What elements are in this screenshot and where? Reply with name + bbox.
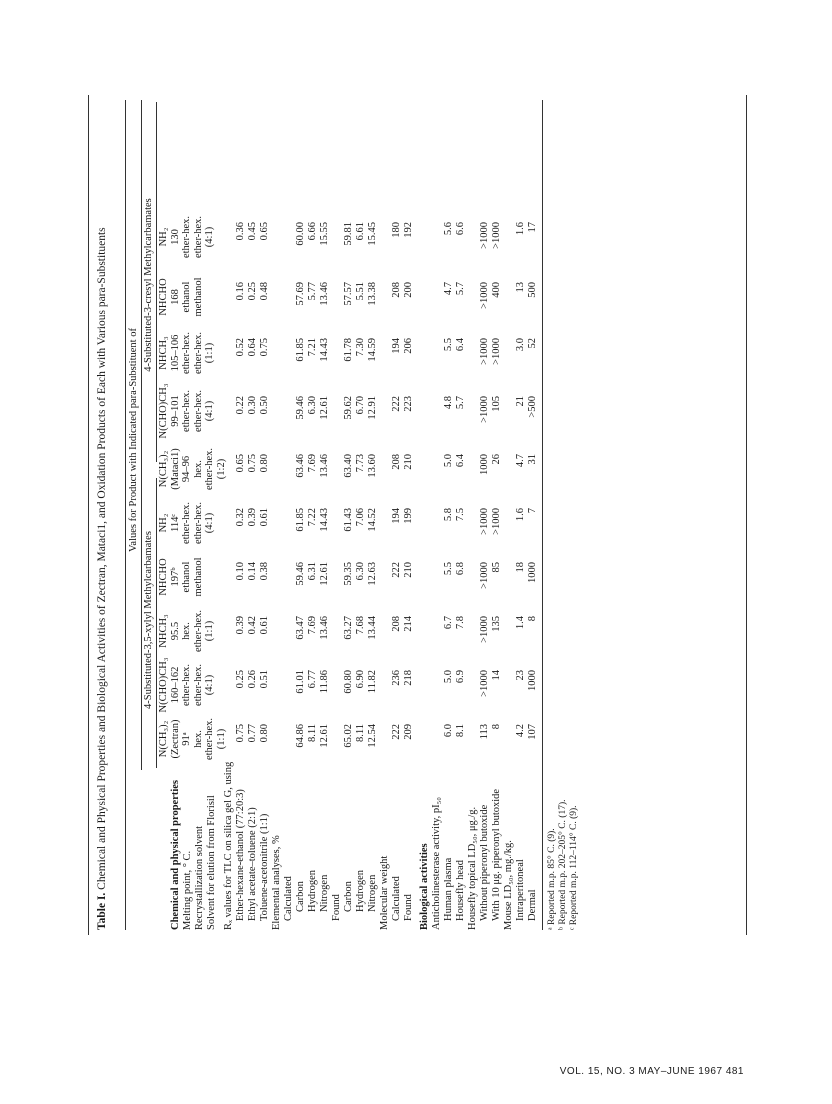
column-header-line: (1:1)	[204, 342, 215, 364]
table-cell: 0.38	[259, 562, 270, 581]
rule-group-left	[156, 478, 157, 768]
table-cell: 218	[403, 670, 414, 686]
table-cell: 0.77	[247, 724, 258, 743]
column-header-line: methanol	[192, 277, 204, 317]
table-cell: 0.75	[235, 724, 246, 743]
table-cell: 4.8	[443, 396, 454, 410]
table-cell: 60.80	[343, 670, 354, 694]
table-cell: 15.45	[367, 222, 378, 246]
table-cell: 3.0	[515, 338, 526, 352]
table-cell: 180	[391, 222, 402, 238]
column-header-line: (1:1)	[215, 728, 227, 750]
table-cell: >1000	[491, 338, 502, 365]
table-cell: 14.43	[319, 338, 330, 362]
table-cell: 0.16	[235, 282, 246, 301]
rule-bottom	[542, 100, 543, 930]
table-cell: 6.6	[455, 222, 466, 236]
column-header-line: (4:1)	[204, 512, 215, 534]
rule-top	[125, 100, 126, 930]
column-header-line: (4:1)	[204, 674, 215, 696]
table-cell: 5.0	[443, 670, 454, 684]
row-label: Housefly head	[455, 860, 466, 921]
table-cell: 4.7	[515, 454, 526, 468]
table-cell: 7	[527, 508, 538, 514]
column-header-line: hex.	[181, 622, 192, 640]
row-label: Carbon	[343, 881, 354, 912]
table-cell: 59.46	[295, 562, 306, 586]
table-cell: 0.64	[247, 338, 258, 357]
row-label: Elemental analyses, %	[271, 835, 282, 930]
table-cell: 0.42	[247, 616, 258, 635]
table-cell: 222	[391, 724, 402, 740]
table-cell: >1000	[491, 222, 502, 249]
table-cell: 11.86	[319, 670, 330, 694]
table-cell: >1000	[479, 670, 490, 697]
column-header-line: ether-hex.	[192, 215, 204, 259]
table-cell: 0.75	[259, 338, 270, 357]
column-header-line: ether-hex.	[181, 215, 192, 259]
column-header-line: 91ᵃ	[181, 732, 192, 746]
table-cell: >1000	[491, 508, 502, 535]
table-cell: 5.0	[443, 454, 454, 468]
table-cell: 0.51	[259, 670, 270, 689]
table-cell: 14.43	[319, 508, 330, 532]
table-cell: 7.30	[355, 338, 366, 357]
table-cell: 12.63	[367, 562, 378, 586]
table-cell: 1.6	[515, 508, 526, 522]
table-cell: 0.39	[247, 508, 258, 527]
table-cell: 0.25	[247, 282, 258, 301]
column-header-line: methanol	[192, 557, 204, 597]
column-header-line: ether-hex.	[192, 663, 204, 707]
column-header-line: ether-hex.	[192, 389, 204, 433]
row-label: With 10 μg. piperonyl butoxide	[491, 788, 502, 921]
row-label: Hydrogen	[307, 870, 318, 912]
table-cell: 13.46	[319, 454, 330, 478]
group-header-cresyl: 4-Substituted-3-cresyl Methylcarbamates	[143, 198, 154, 372]
table-cell: 0.32	[235, 508, 246, 527]
table-cell: 6.9	[455, 670, 466, 684]
table-cell: 18	[515, 562, 526, 573]
row-label: Melting point, ° C.	[182, 850, 193, 930]
rotated-table	[95, 100, 685, 930]
table-cell: 7.8	[455, 616, 466, 630]
row-label: Mouse LD₅₀, mg./kg.	[503, 840, 514, 930]
table-cell: 12.91	[367, 396, 378, 420]
column-header-line: 114ᶜ	[169, 513, 181, 533]
table-cell: 0.52	[235, 338, 246, 357]
table-cell: 4.2	[515, 724, 526, 738]
row-label: Ethyl acetate–toluene (2:1)	[247, 807, 258, 921]
table-cell: 13.38	[367, 282, 378, 306]
column-header-line: ether-hex.	[192, 331, 204, 375]
column-header-line: 99–101	[169, 395, 181, 427]
table-cell: 5.8	[443, 508, 454, 522]
table-cell: 31	[527, 454, 538, 465]
column-header-line: 197ᵇ	[169, 567, 181, 587]
table-cell: 59.62	[343, 396, 354, 420]
footnote: ᵃ Reported m.p. 85° C. (9).	[547, 828, 557, 930]
table-cell: 6.61	[355, 222, 366, 241]
table-cell: 60.00	[295, 222, 306, 246]
footnote: ᶜ Reported m.p. 112–114° C. (9).	[569, 805, 579, 930]
table-cell: 0.25	[235, 670, 246, 689]
column-header-line: ether-hex.	[204, 717, 215, 761]
table-cell: 63.27	[343, 616, 354, 640]
table-cell: 5.6	[443, 222, 454, 236]
row-label: Human plasma	[443, 857, 454, 921]
table-cell: 200	[403, 282, 414, 298]
column-header-line: NH₂	[158, 513, 169, 533]
table-cell: 64.86	[295, 724, 306, 748]
table-cell: 135	[491, 616, 502, 632]
table-cell: 5.77	[307, 282, 318, 301]
table-cell: 7.73	[355, 454, 366, 473]
table-cell: 8.1	[455, 724, 466, 738]
table-title-label: Table I.	[96, 892, 108, 930]
table-cell: 6.4	[455, 338, 466, 352]
table-cell: >1000	[479, 616, 490, 643]
table-cell: 59.35	[343, 562, 354, 586]
table-cell: 12.61	[319, 562, 330, 586]
column-header-line: 94–96	[181, 455, 192, 483]
table-cell: 61.43	[343, 508, 354, 532]
table-title	[95, 100, 109, 930]
table-cell: 7.06	[355, 508, 366, 527]
table-cell: 12.61	[319, 396, 330, 420]
table-cell: 0.39	[235, 616, 246, 635]
table-cell: 209	[403, 724, 414, 740]
column-header-line: NH₂	[158, 227, 169, 247]
column-header-line: N(CHO)CH₃	[158, 383, 169, 439]
table-cell: 0.61	[259, 508, 270, 527]
table-cell: 199	[403, 508, 414, 524]
footnote: ᵇ Reported m.p. 202–205° C. (17).	[558, 799, 568, 930]
table-cell: 210	[403, 454, 414, 470]
table-cell: 57.57	[343, 282, 354, 306]
table-cell: 13.46	[319, 282, 330, 306]
table-cell: 0.65	[235, 454, 246, 473]
column-header-line: NHCH₃	[158, 336, 169, 370]
table-cell: 214	[403, 616, 414, 632]
table-cell: 6.4	[455, 454, 466, 468]
table-cell: 5.51	[355, 282, 366, 301]
column-header-line: N(CH₃)₂	[158, 720, 169, 758]
table-cell: 5.7	[455, 282, 466, 296]
table-cell: 63.47	[295, 616, 306, 640]
column-header-line: ether-hex.	[181, 501, 192, 545]
column-header-line: 105–106	[169, 334, 181, 372]
table-cell: 6.30	[307, 396, 318, 415]
table-cell: 0.75	[247, 454, 258, 473]
table-cell: 192	[403, 222, 414, 238]
table-cell: 208	[391, 454, 402, 470]
table-cell: 63.46	[295, 454, 306, 478]
table-cell: 208	[391, 282, 402, 298]
table-cell: 7.69	[307, 454, 318, 473]
row-label: Ether-hexane-ethanol (77:20:3)	[235, 789, 246, 921]
table-cell: 208	[391, 616, 402, 632]
table-cell: 107	[527, 724, 538, 740]
row-label: Anticholinesterase activity, pI₅₀	[431, 797, 442, 930]
page-rule-left	[88, 95, 89, 935]
table-cell: 6.77	[307, 670, 318, 689]
row-label: Biological activities	[419, 843, 430, 930]
table-cell: 13.60	[367, 454, 378, 478]
table-cell: 15.55	[319, 222, 330, 246]
table-cell: 4.7	[443, 282, 454, 296]
table-cell: 23	[515, 670, 526, 681]
table-cell: 12.61	[319, 724, 330, 748]
row-label: Solvent for elution from Florisil	[206, 795, 217, 930]
column-header-line: N(CHO)CH₃	[158, 657, 169, 713]
table-cell: 13	[515, 282, 526, 293]
column-header-line: (1:2)	[215, 458, 227, 480]
page-rule-right	[746, 95, 747, 935]
column-header-line: 130	[169, 229, 181, 245]
row-label: Toluene-acetonitrile (1:1)	[259, 813, 270, 921]
table-cell: 52	[527, 338, 538, 349]
table-cell: 222	[391, 396, 402, 412]
table-cell: 5.5	[443, 562, 454, 576]
column-header-line: NHCHO	[158, 278, 169, 316]
table-cell: 105	[491, 396, 502, 412]
row-label: Calculated	[391, 876, 402, 921]
column-header-line: 160–162	[169, 666, 181, 704]
column-header-line: ether-hex.	[204, 447, 215, 491]
column-header-line: 95.5	[169, 621, 181, 641]
table-cell: 6.7	[443, 616, 454, 630]
table-cell: 1.6	[515, 222, 526, 236]
table-cell: 7.22	[307, 508, 318, 527]
table-cell: 85	[491, 562, 502, 573]
table-cell: 6.0	[443, 724, 454, 738]
table-cell: 13.44	[367, 616, 378, 640]
column-header-line: hex.	[192, 460, 204, 478]
row-label: Molecular weight	[379, 855, 390, 930]
table-cell: 500	[527, 282, 538, 298]
spanner-header: Values for Product with Indicated para-Substituent of	[128, 328, 139, 552]
table-cell: 7.69	[307, 616, 318, 635]
table-cell: 61.01	[295, 670, 306, 694]
table-cell: 0.65	[259, 222, 270, 241]
column-header-line: ether-hex.	[192, 501, 204, 545]
table-cell: 0.30	[247, 396, 258, 415]
table-cell: 0.45	[247, 222, 258, 241]
table-cell: 14.59	[367, 338, 378, 362]
table-cell: 0.26	[247, 670, 258, 689]
row-label: Nitrogen	[367, 874, 378, 912]
table-cell: 223	[403, 396, 414, 412]
column-header-line: (Mataci1)	[169, 448, 181, 490]
column-header-line: hex.	[192, 730, 204, 748]
table-cell: 1000	[527, 562, 538, 583]
column-header-line: 168	[169, 289, 181, 305]
table-cell: 0.80	[259, 454, 270, 473]
table-cell: 61.85	[295, 508, 306, 532]
table-cell: 63.40	[343, 454, 354, 478]
table-cell: 6.31	[307, 562, 318, 581]
column-header-line: (Zectran)	[169, 719, 181, 759]
table-cell: >1000	[479, 396, 490, 423]
table-cell: 12.54	[367, 724, 378, 748]
table-cell: >1000	[479, 282, 490, 309]
column-header-line: N(CH₃)₂	[158, 450, 169, 488]
column-header-line: ether-hex.	[181, 389, 192, 433]
column-header-line: ethanol	[181, 561, 192, 593]
table-cell: 57.69	[295, 282, 306, 306]
table-cell: 113	[479, 724, 490, 740]
table-cell: 6.66	[307, 222, 318, 241]
column-header-line: ether-hex.	[192, 609, 204, 653]
row-label: Found	[403, 894, 414, 921]
row-label: Nitrogen	[319, 874, 330, 912]
table-cell: 7.68	[355, 616, 366, 635]
group-header-xylyl: 4-Substituted-3,5-xylyl Methylcarbamates	[143, 531, 154, 709]
row-label: Intraperitoneal	[515, 859, 526, 921]
table-cell: 0.36	[235, 222, 246, 241]
table-cell: 14.52	[367, 508, 378, 532]
table-cell: 194	[391, 338, 402, 354]
row-label: Without piperonyl butoxide	[479, 804, 490, 921]
table-cell: 400	[491, 282, 502, 298]
table-cell: 6.70	[355, 396, 366, 415]
table-cell: 61.78	[343, 338, 354, 362]
stub-header: Chemical and physical properties	[170, 779, 181, 930]
table-cell: 210	[403, 562, 414, 578]
table-cell: 59.81	[343, 222, 354, 246]
table-cell: 14	[491, 670, 502, 681]
table-cell: 1000	[479, 454, 490, 475]
table-cell: 21	[515, 396, 526, 407]
table-cell: 8.11	[307, 724, 318, 742]
table-cell: 1.4	[515, 616, 526, 630]
table-cell: 5.7	[455, 396, 466, 410]
table-cell: 8.11	[355, 724, 366, 742]
table-cell: 13.46	[319, 616, 330, 640]
table-cell: 0.61	[259, 616, 270, 635]
table-cell: >1000	[479, 562, 490, 589]
table-cell: 26	[491, 454, 502, 465]
table-cell: 6.30	[355, 562, 366, 581]
column-header-line: (4:1)	[204, 226, 215, 248]
table-cell: 7.21	[307, 338, 318, 357]
table-cell: 222	[391, 562, 402, 578]
table-cell: 236	[391, 670, 402, 686]
rule-group-right	[156, 102, 157, 462]
table-cell: 0.14	[247, 562, 258, 581]
column-header-line: ether-hex.	[181, 663, 192, 707]
table-cell: 194	[391, 508, 402, 524]
table-cell: 65.02	[343, 724, 354, 748]
row-label: Carbon	[295, 881, 306, 912]
column-header-line: ethanol	[181, 281, 192, 313]
table-cell: 0.10	[235, 562, 246, 581]
table-cell: 8	[491, 724, 502, 730]
column-header-line: (1:1)	[204, 620, 215, 642]
table-cell: 5.5	[443, 338, 454, 352]
table-cell: 206	[403, 338, 414, 354]
table-cell: 0.50	[259, 396, 270, 415]
row-label: Housefly topical LD₅₀, μg./g.	[467, 806, 478, 930]
table-cell: 6.8	[455, 562, 466, 576]
table-cell: 0.48	[259, 282, 270, 301]
column-header-line: NHCH₃	[158, 614, 169, 648]
row-label: Calculated	[283, 876, 294, 921]
row-label: Found	[331, 894, 342, 921]
row-label: Recrystallization solvent	[194, 825, 205, 930]
page-footer: VOL. 15, NO. 3 MAY–JUNE 1967 481	[559, 1066, 744, 1077]
column-header-line: NHCHO	[158, 558, 169, 596]
table-cell: >500	[527, 396, 538, 418]
table-cell: >1000	[479, 222, 490, 249]
row-label: Rₓ values for TLC on silica gel G, using	[223, 761, 234, 930]
table-cell: 61.85	[295, 338, 306, 362]
row-label: Hydrogen	[355, 870, 366, 912]
column-header-line: (4:1)	[204, 400, 215, 422]
table-cell: >1000	[479, 508, 490, 535]
table-cell: 8	[527, 616, 538, 622]
rule-spanner	[141, 100, 142, 770]
row-label: Dermal	[527, 889, 538, 921]
table-cell: 0.80	[259, 724, 270, 743]
table-cell: 11.82	[367, 670, 378, 694]
column-header-line: ether-hex.	[181, 331, 192, 375]
table-cell: >1000	[479, 338, 490, 365]
table-title-text: Chemical and Physical Properties and Biological Activities of Zectran, Mataci1, and Oxidation Products of Each with Various para-Substituents	[96, 227, 108, 890]
table-cell: 0.22	[235, 396, 246, 415]
table-cell: 6.90	[355, 670, 366, 689]
table-cell: 1000	[527, 670, 538, 691]
table-cell: 7.5	[455, 508, 466, 522]
table-cell: 59.46	[295, 396, 306, 420]
table-cell: 17	[527, 222, 538, 233]
